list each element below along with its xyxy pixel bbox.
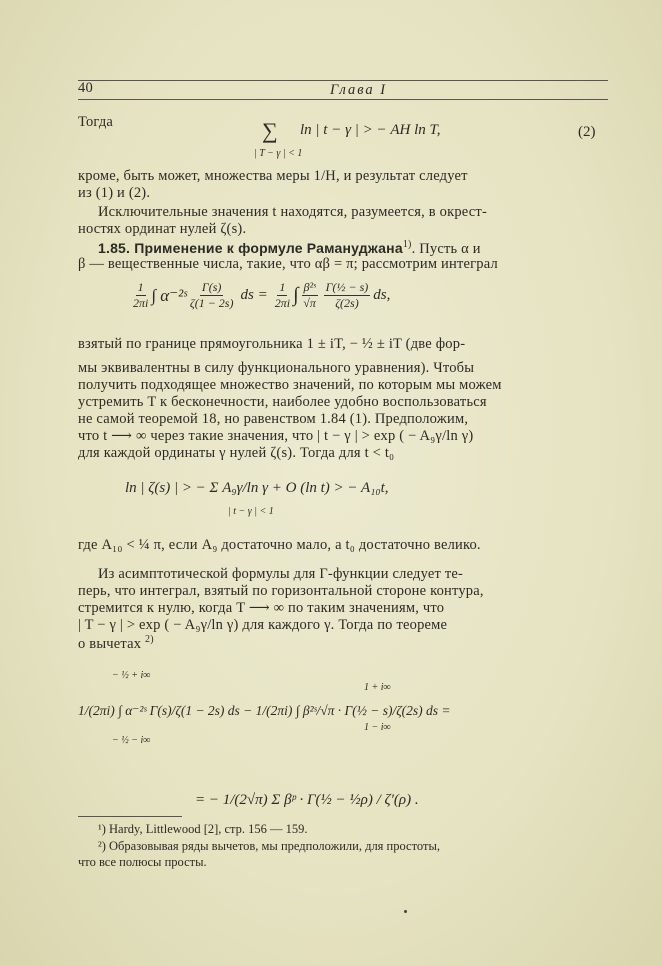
eq-mid: ds = bbox=[240, 287, 268, 303]
text-line: | T − γ | > exp ( − A₉γ/ln γ) для каждого γ. Тогда по теореме bbox=[78, 617, 448, 633]
integral-lower-limit: − ½ − i∞ bbox=[112, 735, 151, 746]
footnote-ref[interactable]: 2) bbox=[145, 634, 154, 645]
text-line: мы эквивалентны в силу функционального уравнения). Чтобы bbox=[78, 360, 475, 376]
section-heading: 1.85. Применение к формуле Рамануджана bbox=[98, 239, 403, 256]
equation-5: 1/(2πi) ∫ α⁻²ˢ Γ(s)/ζ(1 − 2s) ds − 1/(2πi) ∫ β²ˢ/√π · Γ(½ − s)/ζ(2s) ds = bbox=[78, 703, 451, 718]
frac-num: Γ(s) bbox=[201, 280, 222, 294]
text-line: взятый по границе прямоугольника 1 ± iT, − ½ ± iT (две фор- bbox=[78, 336, 466, 352]
frac-num: 1 bbox=[279, 280, 286, 294]
equation-2-sum-index: | T − γ | < 1 bbox=[254, 148, 303, 159]
frac-num: β²ˢ bbox=[303, 280, 316, 294]
frac-num: Γ(½ − s) bbox=[325, 280, 369, 294]
footnote-2: ²) Образовывая ряды вычетов, мы предположили, для простоты, bbox=[98, 839, 440, 853]
text-line: стремится к нулю, когда T ⟶ ∞ по таким значениям, что bbox=[78, 600, 445, 616]
integral-lower-limit: 1 − i∞ bbox=[364, 722, 391, 733]
text-line: Исключительные значения t находятся, разумеется, в окрест- bbox=[98, 204, 487, 220]
text-line bbox=[78, 634, 154, 653]
integral-upper-limit: − ½ + i∞ bbox=[112, 670, 151, 681]
text: . Пусть α и bbox=[411, 240, 481, 257]
equation-6: = − 1/(2√π) Σ βᵖ · Γ(½ − ½ρ) / ζ′(ρ) . bbox=[195, 792, 419, 808]
text-line: не самой теоремой 18, но равенством 1.84 (1). Предположим, bbox=[78, 411, 469, 427]
footnote-rule bbox=[78, 816, 182, 817]
sum-symbol: ∑ bbox=[262, 118, 278, 143]
running-title: Глава I bbox=[330, 82, 388, 98]
frac-den: ζ(2s) bbox=[335, 296, 359, 310]
text-line: ностях ординат нулей ζ(s). bbox=[78, 221, 247, 237]
equation-3 bbox=[130, 280, 390, 311]
frac-den: 2πi bbox=[133, 296, 149, 310]
text-line: устремить T к бесконечности, наиболее удобно воспользоваться bbox=[78, 394, 487, 410]
integral-upper-limit: 1 + i∞ bbox=[364, 682, 391, 693]
frac-den: √π bbox=[303, 296, 316, 310]
text-line: получить подходящее множество значений, по которым мы можем bbox=[78, 377, 502, 393]
header-rule bbox=[78, 99, 608, 100]
frac-den: ζ(1 − 2s) bbox=[189, 296, 234, 310]
section-heading-line bbox=[98, 239, 481, 258]
text-line: кроме, быть может, множества меры 1/H, и результат следует bbox=[78, 168, 468, 184]
top-rule bbox=[78, 80, 608, 81]
page-number: 40 bbox=[78, 80, 93, 96]
integral: ∫ α⁻²ˢ bbox=[151, 285, 187, 305]
print-speck bbox=[404, 910, 407, 913]
text-line: Из асимптотической формулы для Γ-функции следует те- bbox=[98, 566, 464, 582]
equation-number: (2) bbox=[578, 124, 596, 140]
text-line: β — вещественные числа, такие, что αβ = π; рассмотрим интеграл bbox=[78, 256, 498, 272]
equation-2: ln | t − γ | > − AH ln T, bbox=[300, 122, 441, 138]
frac-den: 2πi bbox=[274, 296, 291, 310]
footnote-ref[interactable]: 1) bbox=[402, 239, 412, 250]
text-line: где A₁₀ < ¼ π, если A₉ достаточно мало, а t₀ достаточно велико. bbox=[78, 537, 481, 553]
equation-4-sum-index: | t − γ | < 1 bbox=[228, 506, 274, 517]
footnote-1: ¹) Hardy, Littlewood [2], стр. 156 — 159. bbox=[98, 822, 308, 836]
text-line: для каждой ординаты γ нулей ζ(s). Тогда для t < t₀ bbox=[78, 445, 395, 461]
eq-end: ds, bbox=[373, 287, 391, 303]
text-line: что t ⟶ ∞ через такие значения, что | t − γ | > exp ( − A₉γ/ln γ) bbox=[78, 428, 474, 444]
text: о вычетах bbox=[78, 635, 142, 652]
text-line: из (1) и (2). bbox=[78, 185, 151, 201]
footnote-2-cont: что все полюсы просты. bbox=[78, 855, 207, 869]
frac-num: 1 bbox=[137, 280, 144, 294]
text-line: перь, что интеграл, взятый по горизонтальной стороне контура, bbox=[78, 583, 484, 599]
integral: ∫ bbox=[293, 284, 299, 306]
equation-4: ln | ζ(s) | > − Σ A₉γ/ln γ + O (ln t) > − A₁₀t, bbox=[125, 480, 389, 496]
text-line: Тогда bbox=[78, 114, 114, 130]
